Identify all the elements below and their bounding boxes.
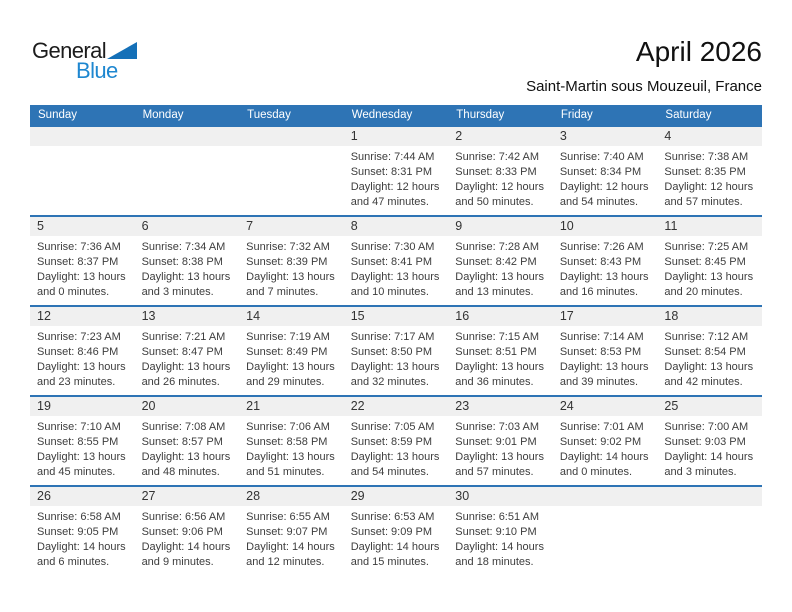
day-number: 19: [37, 399, 51, 413]
empty-day-cell: [30, 127, 135, 215]
day-cell: [344, 487, 449, 575]
sunrise-line: Sunrise: 7:21 AM: [141, 331, 226, 343]
day-details: [246, 416, 344, 480]
daylight-line: Daylight: 13 hours and 42 minutes.: [664, 361, 754, 388]
sunset-line: Sunset: 8:51 PM: [455, 346, 537, 358]
calendar-weeks: [30, 125, 762, 575]
day-details: [560, 236, 658, 300]
daylight-line: Daylight: 13 hours and 57 minutes.: [455, 451, 544, 478]
sunset-line: Sunset: 8:46 PM: [37, 346, 119, 358]
sunset-line: Sunset: 9:01 PM: [455, 436, 537, 448]
day-cell: [30, 307, 135, 395]
weekday-header-thursday: Thursday: [456, 109, 505, 121]
sunset-line: Sunset: 9:03 PM: [664, 436, 746, 448]
day-number: 27: [141, 489, 156, 503]
day-number: 14: [246, 309, 261, 323]
sunrise-line: Sunrise: 7:12 AM: [664, 331, 749, 343]
daylight-line: Daylight: 14 hours and 6 minutes.: [37, 541, 126, 568]
sunrise-line: Sunrise: 7:15 AM: [455, 331, 540, 343]
daylight-line: Daylight: 13 hours and 13 minutes.: [455, 271, 544, 298]
sunrise-line: Sunrise: 6:53 AM: [350, 511, 435, 523]
day-details: [246, 506, 344, 570]
sunrise-line: Sunrise: 7:42 AM: [455, 151, 540, 163]
day-details: [455, 326, 553, 390]
day-cell: [135, 217, 240, 305]
weekday-header-row: [30, 105, 762, 125]
day-number: 3: [559, 129, 567, 143]
daylight-line: Daylight: 13 hours and 29 minutes.: [246, 361, 335, 388]
day-cell: [135, 487, 240, 575]
empty-day-cell: [135, 127, 240, 215]
day-cell: [657, 397, 762, 485]
sunrise-line: Sunrise: 7:25 AM: [664, 241, 749, 253]
day-cell: [448, 487, 553, 575]
sunset-line: Sunset: 8:57 PM: [141, 436, 223, 448]
sunrise-line: Sunrise: 7:17 AM: [350, 331, 435, 343]
sunset-line: Sunset: 8:39 PM: [246, 256, 328, 268]
day-cell: [553, 217, 658, 305]
sunrise-line: Sunrise: 7:23 AM: [37, 331, 121, 343]
day-number: 16: [455, 309, 470, 323]
day-number: 5: [37, 219, 44, 233]
daylight-line: Daylight: 13 hours and 7 minutes.: [246, 271, 335, 298]
sunset-line: Sunset: 8:38 PM: [141, 256, 223, 268]
day-details: [142, 506, 240, 570]
day-details: [560, 146, 658, 210]
sunset-line: Sunset: 8:43 PM: [559, 256, 642, 268]
sunrise-line: Sunrise: 7:44 AM: [350, 151, 435, 163]
week-cells: [30, 127, 762, 215]
logo-text-blue: Blue: [76, 58, 118, 83]
weekday-header-saturday: Saturday: [665, 109, 712, 121]
daylight-line: Daylight: 13 hours and 0 minutes.: [37, 271, 126, 298]
sunrise-line: Sunrise: 7:40 AM: [559, 151, 644, 163]
daylight-line: Daylight: 13 hours and 32 minutes.: [350, 361, 440, 388]
logo-triangle-icon: [107, 42, 137, 59]
week-cells: [30, 397, 762, 485]
day-details: [351, 146, 449, 210]
empty-day-cell: [553, 487, 658, 575]
day-cell: [30, 487, 135, 575]
day-number: 6: [141, 219, 149, 233]
day-number: 24: [559, 399, 574, 413]
day-number: 18: [664, 309, 679, 323]
sunset-line: Sunset: 8:55 PM: [37, 436, 119, 448]
day-cell: [553, 307, 658, 395]
day-details: [455, 236, 553, 300]
sunset-line: Sunset: 9:06 PM: [141, 526, 223, 538]
day-cell: [448, 307, 553, 395]
day-number: 13: [141, 309, 156, 323]
month-title: April 2026: [635, 36, 762, 67]
day-number: 9: [455, 219, 463, 233]
day-number: 21: [246, 399, 261, 413]
daylight-line: Daylight: 14 hours and 9 minutes.: [141, 541, 231, 568]
sunrise-line: Sunrise: 6:58 AM: [37, 511, 121, 523]
day-cell: [30, 217, 135, 305]
weekday-header-sunday: Sunday: [38, 109, 78, 121]
day-number: 23: [455, 399, 470, 413]
daylight-line: Daylight: 13 hours and 39 minutes.: [559, 361, 649, 388]
day-number: 29: [350, 489, 365, 503]
empty-day-cell: [657, 487, 762, 575]
daylight-line: Daylight: 14 hours and 0 minutes.: [559, 451, 649, 478]
day-number: 1: [350, 129, 358, 143]
day-number: 20: [141, 399, 156, 413]
week-row: [30, 395, 762, 485]
day-number: 2: [455, 129, 463, 143]
sunset-line: Sunset: 8:59 PM: [350, 436, 433, 448]
daylight-line: Daylight: 13 hours and 3 minutes.: [141, 271, 231, 298]
day-details: [351, 236, 449, 300]
sunrise-line: Sunrise: 7:14 AM: [559, 331, 644, 343]
day-details: [664, 416, 762, 480]
weekday-header-wednesday: Wednesday: [351, 109, 413, 121]
daylight-line: Daylight: 13 hours and 51 minutes.: [246, 451, 335, 478]
logo-text-general: General: [32, 38, 107, 63]
day-details: [142, 416, 240, 480]
sunrise-line: Sunrise: 7:00 AM: [664, 421, 749, 433]
day-number: 12: [37, 309, 51, 323]
day-number: 10: [559, 219, 574, 233]
daylight-line: Daylight: 13 hours and 26 minutes.: [141, 361, 231, 388]
day-number: 28: [246, 489, 261, 503]
day-details: [37, 236, 135, 300]
day-cell: [239, 307, 344, 395]
daylight-line: Daylight: 12 hours and 57 minutes.: [664, 181, 754, 208]
day-cell: [239, 397, 344, 485]
day-details: [246, 236, 344, 300]
sunrise-line: Sunrise: 7:01 AM: [559, 421, 644, 433]
day-details: [455, 416, 553, 480]
daylight-line: Daylight: 14 hours and 18 minutes.: [455, 541, 544, 568]
day-details: [560, 326, 658, 390]
week-row: [30, 215, 762, 305]
sunset-line: Sunset: 9:05 PM: [37, 526, 119, 538]
sunrise-line: Sunrise: 7:28 AM: [455, 241, 540, 253]
sunset-line: Sunset: 8:42 PM: [455, 256, 537, 268]
day-cell: [239, 217, 344, 305]
daylight-line: Daylight: 13 hours and 16 minutes.: [559, 271, 649, 298]
sunset-line: Sunset: 8:49 PM: [246, 346, 328, 358]
day-cell: [239, 487, 344, 575]
sunrise-line: Sunrise: 7:03 AM: [455, 421, 540, 433]
daylight-line: Daylight: 12 hours and 47 minutes.: [350, 181, 440, 208]
day-details: [37, 416, 135, 480]
day-details: [560, 416, 658, 480]
daylight-line: Daylight: 13 hours and 20 minutes.: [664, 271, 754, 298]
sunset-line: Sunset: 8:34 PM: [559, 166, 642, 178]
daylight-line: Daylight: 13 hours and 45 minutes.: [37, 451, 126, 478]
day-cell: [553, 127, 658, 215]
sunset-line: Sunset: 8:41 PM: [350, 256, 433, 268]
sunset-line: Sunset: 9:09 PM: [350, 526, 433, 538]
sunrise-line: Sunrise: 7:34 AM: [141, 241, 226, 253]
day-details: [664, 236, 762, 300]
day-number: 26: [37, 489, 51, 503]
week-row: [30, 485, 762, 575]
day-details: [455, 506, 553, 570]
day-number: 4: [664, 129, 672, 143]
sunset-line: Sunset: 8:50 PM: [350, 346, 433, 358]
sunset-line: Sunset: 8:31 PM: [350, 166, 433, 178]
sunrise-line: Sunrise: 6:51 AM: [455, 511, 540, 523]
day-cell: [448, 127, 553, 215]
weekday-header-tuesday: Tuesday: [247, 109, 291, 121]
sunrise-line: Sunrise: 7:26 AM: [559, 241, 644, 253]
day-cell: [448, 217, 553, 305]
sunrise-line: Sunrise: 7:10 AM: [37, 421, 121, 433]
weekday-header-friday: Friday: [560, 109, 593, 121]
day-cell: [30, 397, 135, 485]
day-details: [351, 506, 449, 570]
sunset-line: Sunset: 8:53 PM: [559, 346, 642, 358]
daylight-line: Daylight: 14 hours and 15 minutes.: [350, 541, 440, 568]
day-details: [142, 326, 240, 390]
day-cell: [448, 397, 553, 485]
sunrise-line: Sunrise: 7:32 AM: [246, 241, 330, 253]
sunset-line: Sunset: 9:02 PM: [559, 436, 642, 448]
day-details: [351, 416, 449, 480]
sunrise-line: Sunrise: 7:30 AM: [350, 241, 435, 253]
daylight-line: Daylight: 14 hours and 12 minutes.: [246, 541, 335, 568]
day-cell: [344, 307, 449, 395]
sunset-line: Sunset: 8:35 PM: [664, 166, 746, 178]
weekday-header-monday: Monday: [142, 109, 184, 121]
day-details: [351, 326, 449, 390]
day-details: [37, 506, 135, 570]
daylight-line: Daylight: 13 hours and 10 minutes.: [350, 271, 440, 298]
empty-day-cell: [239, 127, 344, 215]
week-cells: [30, 217, 762, 305]
sunset-line: Sunset: 8:33 PM: [455, 166, 537, 178]
sunset-line: Sunset: 8:47 PM: [141, 346, 223, 358]
sunrise-line: Sunrise: 7:05 AM: [350, 421, 435, 433]
sunset-line: Sunset: 8:37 PM: [37, 256, 119, 268]
day-cell: [657, 217, 762, 305]
daylight-line: Daylight: 13 hours and 23 minutes.: [37, 361, 126, 388]
day-cell: [657, 127, 762, 215]
day-cell: [657, 307, 762, 395]
day-details: [455, 146, 553, 210]
day-number: 17: [559, 309, 574, 323]
day-number: 11: [664, 219, 678, 233]
sunrise-line: Sunrise: 7:38 AM: [664, 151, 749, 163]
day-cell: [553, 397, 658, 485]
daylight-line: Daylight: 12 hours and 54 minutes.: [559, 181, 649, 208]
week-row: [30, 125, 762, 215]
week-cells: [30, 307, 762, 395]
day-number: 25: [664, 399, 679, 413]
sunrise-line: Sunrise: 6:55 AM: [246, 511, 330, 523]
sunset-line: Sunset: 9:07 PM: [246, 526, 328, 538]
daylight-line: Daylight: 13 hours and 48 minutes.: [141, 451, 231, 478]
day-number: 15: [350, 309, 365, 323]
daylight-line: Daylight: 14 hours and 3 minutes.: [664, 451, 754, 478]
day-details: [246, 326, 344, 390]
sunrise-line: Sunrise: 7:08 AM: [141, 421, 226, 433]
sunset-line: Sunset: 8:58 PM: [246, 436, 328, 448]
sunset-line: Sunset: 9:10 PM: [455, 526, 537, 538]
day-details: [142, 236, 240, 300]
day-cell: [344, 127, 449, 215]
day-number: 7: [246, 219, 254, 233]
daylight-line: Daylight: 12 hours and 50 minutes.: [455, 181, 544, 208]
sunrise-line: Sunrise: 7:06 AM: [246, 421, 330, 433]
day-details: [37, 326, 135, 390]
week-cells: [30, 487, 762, 575]
sunset-line: Sunset: 8:45 PM: [664, 256, 746, 268]
day-details: [664, 146, 762, 210]
day-cell: [344, 397, 449, 485]
day-cell: [135, 307, 240, 395]
day-number: 30: [455, 489, 470, 503]
day-cell: [344, 217, 449, 305]
week-row: [30, 305, 762, 395]
location-subtitle: Saint-Martin sous Mouzeuil, France: [526, 78, 762, 95]
general-blue-logo: [32, 38, 172, 86]
day-number: 22: [350, 399, 365, 413]
day-details: [664, 326, 762, 390]
day-number: 8: [350, 219, 358, 233]
sunrise-line: Sunrise: 7:36 AM: [37, 241, 121, 253]
calendar-grid: [30, 105, 762, 575]
sunrise-line: Sunrise: 7:19 AM: [246, 331, 330, 343]
daylight-line: Daylight: 13 hours and 54 minutes.: [350, 451, 440, 478]
sunrise-line: Sunrise: 6:56 AM: [141, 511, 226, 523]
sunset-line: Sunset: 8:54 PM: [664, 346, 746, 358]
daylight-line: Daylight: 13 hours and 36 minutes.: [455, 361, 544, 388]
day-cell: [135, 397, 240, 485]
